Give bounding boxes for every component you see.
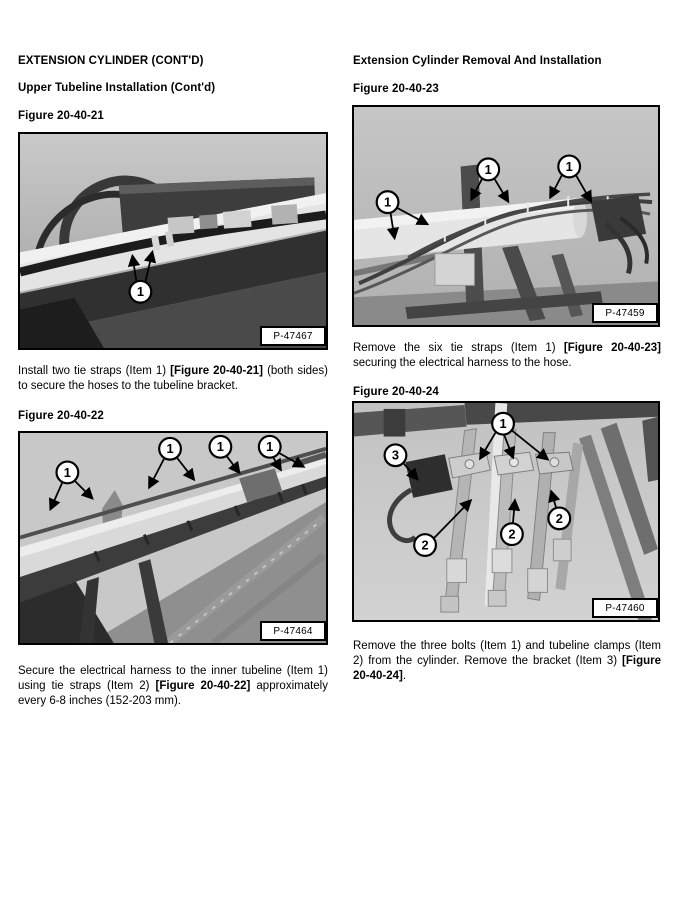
hex-nut: [492, 549, 512, 573]
figure-22-title: Figure 20-40-22: [18, 410, 104, 422]
photo-id-label: [260, 326, 326, 346]
figure-reference: [Figure 20-40-21]: [170, 365, 264, 377]
photo-id-label: [592, 598, 658, 618]
figure-21-photo: [18, 132, 328, 350]
junction-box: [435, 254, 474, 286]
paragraph-install-tie-straps: [18, 364, 328, 394]
hex-nut: [447, 559, 467, 583]
callout-number: 1: [63, 464, 71, 480]
paragraph-text: securing the electrical harness to the hose.: [353, 357, 572, 369]
paragraph-text: Remove the three bolts (Item 1) and tubeline clamps (Item 2) from the cylinder. Remove the bracket (Item 3): [353, 640, 661, 667]
figure-24-title: Figure 20-40-24: [353, 386, 439, 398]
hose-fitting: [199, 214, 218, 229]
figure-reference: [Figure 20-40-23]: [563, 342, 661, 354]
callout-number: 1: [266, 439, 274, 455]
callout-number: 1: [216, 439, 224, 455]
paragraph-text: (both sides) to secure the hoses to the tubeline bracket.: [18, 365, 329, 392]
figure-23-title: Figure 20-40-23: [353, 83, 439, 95]
callout-number: 3: [391, 447, 400, 463]
callout-number: 1: [166, 441, 174, 457]
section-title-right: Extension Cylinder Removal And Installation: [353, 55, 602, 67]
photo-id-text: P-47467: [273, 330, 313, 342]
photo-id-text: P-47459: [605, 307, 645, 319]
callout-number: 1: [484, 161, 492, 177]
clamp-bolt: [465, 460, 474, 469]
figure-24-illustration: [354, 403, 658, 620]
clamp-bolt: [550, 458, 559, 467]
paragraph-text: approximately every 6-8 inches (152-203 mm).: [18, 680, 328, 707]
photo-id-label: [260, 621, 326, 641]
tube-fitting: [441, 596, 459, 612]
callout-number: 1: [565, 158, 573, 174]
callout-number: 1: [136, 284, 144, 300]
frame-post: [384, 409, 406, 437]
callout-number: 2: [555, 510, 563, 526]
callout-number: 1: [499, 416, 507, 432]
figure-22-photo: [18, 431, 328, 645]
section-title: EXTENSION CYLINDER (CONT'D): [18, 55, 204, 67]
subsection-title: Upper Tubeline Installation (Cont'd): [18, 82, 216, 94]
figure-23-illustration: [354, 107, 658, 325]
hose-fitting: [271, 204, 298, 224]
figure-24-photo: [352, 401, 660, 622]
photo-id-text: P-47460: [605, 602, 645, 614]
hose-fitting: [223, 210, 252, 229]
photo-id-label: [592, 303, 658, 323]
figure-23-photo: [352, 105, 660, 327]
paragraph-text: Remove the six tie straps (Item 1): [353, 342, 564, 354]
figure-21-illustration: [20, 134, 326, 348]
paragraph-text: Install two tie straps (Item 1): [18, 365, 171, 377]
figure-reference: [Figure 20-40-24]: [353, 655, 661, 682]
callout-number: 2: [421, 537, 429, 553]
callout-number: 2: [508, 526, 516, 542]
paragraph-text: Secure the electrical harness to the inner tubeline (Item 1) using tie straps (Item 2): [18, 665, 328, 692]
hex-nut: [528, 569, 548, 593]
paragraph-remove-tie-straps: [353, 341, 661, 371]
bracket: [405, 454, 452, 497]
callout-number: 1: [383, 194, 392, 210]
paragraph-text: .: [402, 670, 407, 682]
tube-fitting: [488, 590, 506, 606]
paragraph-secure-harness: [18, 664, 328, 709]
photo-id-text: P-47464: [273, 625, 313, 637]
figure-reference: [Figure 20-40-22]: [155, 680, 251, 692]
clamp-bolt: [509, 458, 518, 467]
hex-nut: [553, 539, 571, 561]
figure-21-title: Figure 20-40-21: [18, 110, 104, 122]
paragraph-remove-bolts: [353, 639, 661, 684]
figure-22-illustration: [20, 433, 326, 643]
